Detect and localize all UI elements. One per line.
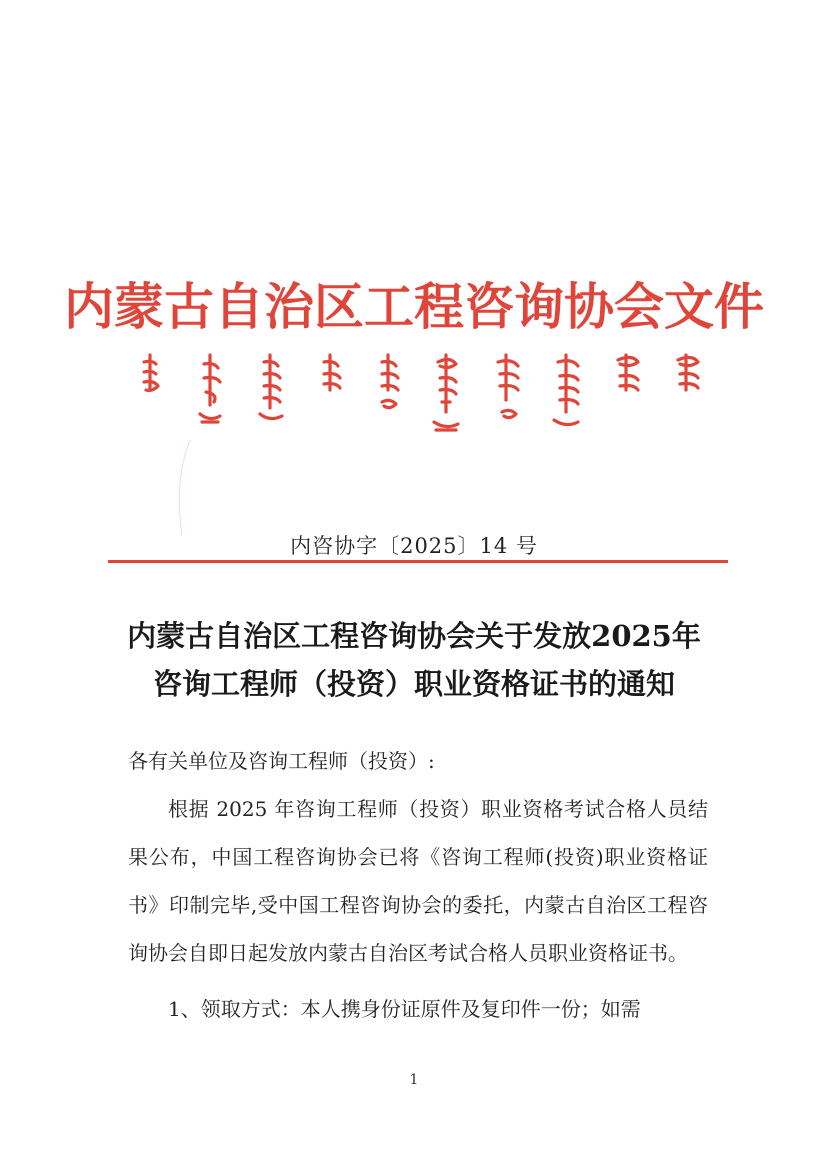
paragraph: 1、领取方式：本人携身份证原件及复印件一份；如需 [168, 997, 641, 1021]
scan-artifact-mark [160, 440, 200, 540]
document-title-line-2: 咨询工程师（投资）职业资格证书的通知 [152, 667, 675, 701]
mongolian-script-icon [130, 350, 710, 445]
document-number: 内咨协字〔2025〕14 号 [290, 534, 538, 558]
body-text [128, 785, 708, 1033]
red-divider-line [108, 560, 728, 563]
page-number: 1 [409, 1072, 419, 1088]
document-title-line-1: 内蒙古自治区工程咨询协会关于发放2025年 [127, 619, 701, 653]
org-header-title: 内蒙古自治区工程咨询协会文件 [64, 278, 764, 336]
paragraph: 根据 2025 年咨询工程师（投资）职业资格考试合格人员结果公布，中国工程咨询协会已将《咨询工程师(投资)职业资格证书》印制完毕,受中国工程咨询协会的委托，内蒙古自治区工程咨询协会自即日起发放内蒙古自治区考试合格人员职业资格证书。 [128, 797, 708, 965]
salutation: 各有关单位及咨询工程师（投资）: [128, 749, 435, 773]
document-title [90, 612, 738, 708]
